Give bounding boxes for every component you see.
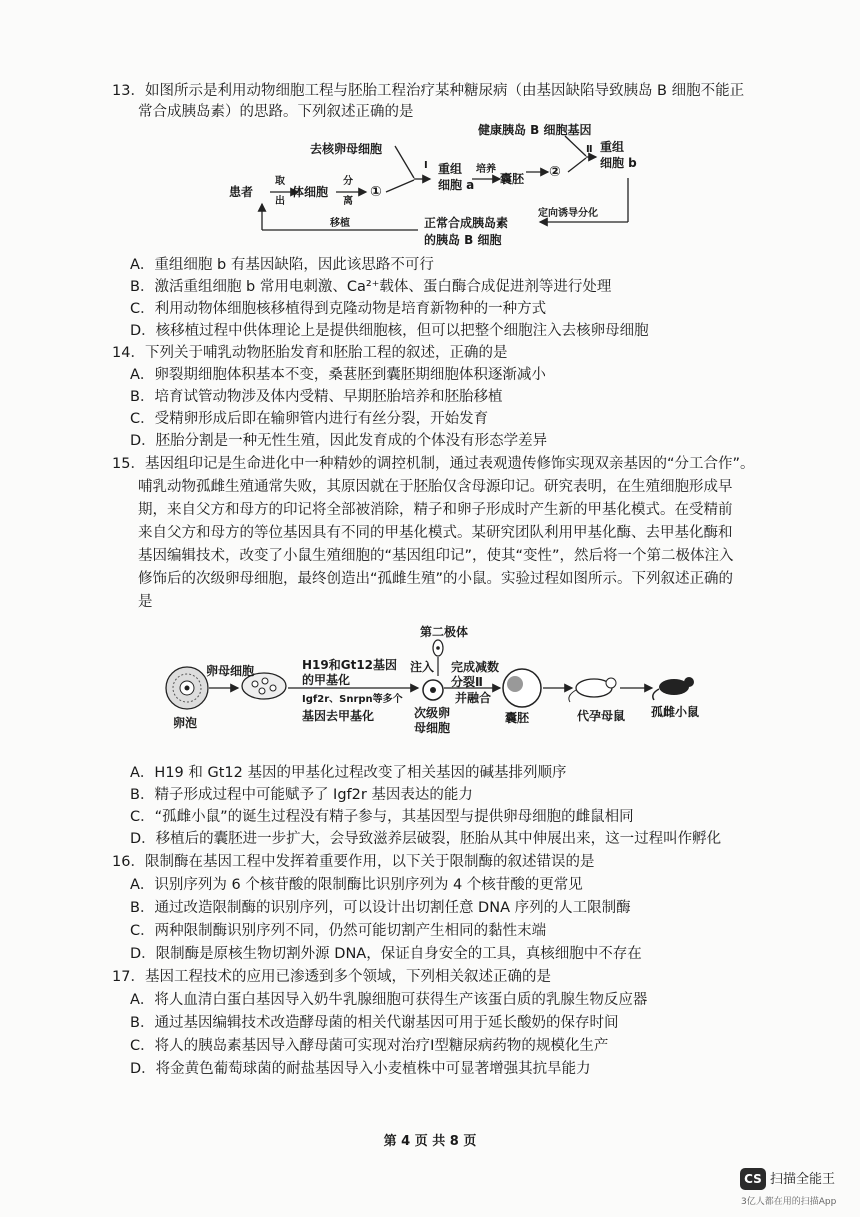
q15-oocyte-label: 卵母细胞 xyxy=(206,664,255,678)
q14-option-d: D．胚胎分割是一种无性生殖，因此发育成的个体没有形态学差异 xyxy=(130,433,548,449)
q13-culture-label: 培养 xyxy=(476,164,496,175)
q15-stem-line5: 基因编辑技术，改变了小鼠生殖细胞的“基因组印记”，使其“变性”，然后将一个第二极体注入 xyxy=(138,548,734,564)
q14-option-b: B．培育试管动物涉及体内受精、早期胚胎培养和胚胎移植 xyxy=(130,389,503,405)
q14-option-c: C．受精卵形成后即在输卵管内进行有丝分裂，开始发育 xyxy=(130,411,489,427)
q15-option-d: D．移植后的囊胚进一步扩大，会导致滋养层破裂，胚胎从其中伸展出来，这一过程叫作孵化 xyxy=(130,831,722,847)
q15-complete-label-1: 完成减数 xyxy=(451,660,500,674)
q16-option-d: D．限制酶是原核生物切割外源 DNA，保证自身安全的工具，真核细胞中不存在 xyxy=(130,946,642,962)
q15-demethylation-label-2: 基因去甲基化 xyxy=(302,709,375,723)
q15-secondary-oocyte-label-1: 次级卵 xyxy=(414,706,451,720)
camscanner-tagline: 3亿人都在用的扫描App xyxy=(741,1197,837,1207)
q15-option-a: A．H19 和 Gt12 基因的甲基化过程改变了相关基因的碱基排列顺序 xyxy=(130,765,567,781)
q13-take-label: 取 xyxy=(275,176,285,187)
q13-normal-cells-label-1: 正常合成胰岛素 xyxy=(424,216,509,230)
q13-recombinant-a-label-1: 重组 xyxy=(438,162,463,176)
q13-separate-label-1: 分 xyxy=(343,176,353,187)
q13-option-c: C．利用动物体细胞核移植得到克隆动物是培育新物种的一种方式 xyxy=(130,301,547,317)
q15-follicle-label: 卵泡 xyxy=(173,716,198,730)
q15-stem-line1: 15．基因组印记是生命进化中一种精妙的调控机制，通过表观遗传修饰实现双亲基因的“分工合作”。 xyxy=(112,456,755,472)
polar-body-icon xyxy=(433,640,443,676)
q15-option-b: B．精子形成过程中可能赋予了 Igf2r 基因表达的能力 xyxy=(130,787,473,803)
q15-stem-line4: 来自父方和母方的等位基因具有不同的甲基化模式。某研究团队利用甲基化酶、去甲基化酶和 xyxy=(138,525,733,541)
q15-complete-label-2: 分裂Ⅱ xyxy=(451,675,483,689)
q13-option-b: B．激活重组细胞 b 常用电刺激、Ca²⁺载体、蛋白酶合成促进剂等进行处理 xyxy=(130,279,612,295)
q13-step-circle2: ② xyxy=(549,164,561,180)
q15-polar-body-label: 第二极体 xyxy=(420,625,469,639)
q15-secondary-oocyte-label-2: 母细胞 xyxy=(414,721,451,735)
offspring-mouse-icon xyxy=(653,677,694,700)
blastocyst-icon xyxy=(503,669,541,707)
q16-option-c: C．两种限制酶识别序列不同，仍然可能切割产生相同的黏性末端 xyxy=(130,923,547,939)
q16-stem: 16．限制酶在基因工程中发挥着重要作用，以下关于限制酶的叙述错误的是 xyxy=(112,854,595,870)
q13-transplant-label: 移植 xyxy=(330,218,350,229)
q15-demethylation-label-1: Igf2r、Snrpn等多个 xyxy=(302,694,403,705)
q17-stem: 17．基因工程技术的应用已渗透到多个领域，下列相关叙述正确的是 xyxy=(112,969,551,985)
page-number: 第 4 页 共 8 页 xyxy=(383,1134,477,1149)
q16-option-a: A．识别序列为 6 个核苷酸的限制酶比识别序列为 4 个核苷酸的更常见 xyxy=(130,877,583,893)
q13-recombinant-b-label-2: 细胞 b xyxy=(600,156,637,170)
camscanner-logo-icon: CS xyxy=(740,1168,766,1190)
q15-stem-line2: 哺乳动物孤雌生殖通常失败，其原因就在于胚胎仅含母源印记。研究表明，在生殖细胞形成早 xyxy=(138,479,733,495)
q13-option-d: D．核移植过程中供体理论上是提供细胞核，但可以把整个细胞注入去核卵母细胞 xyxy=(130,323,649,339)
secondary-oocyte-icon xyxy=(423,680,443,700)
q14-option-a: A．卵裂期细胞体积基本不变，桑葚胚到囊胚期细胞体积逐渐减小 xyxy=(130,367,546,383)
q15-stem-line7: 是 xyxy=(138,594,153,610)
q15-inject-label: 注入 xyxy=(410,660,435,674)
q13-body-cell-label: 体细胞 xyxy=(292,185,329,199)
q14-stem: 14．下列关于哺乳动物胚胎发育和胚胎工程的叙述，正确的是 xyxy=(112,345,508,361)
q13-healthy-gene-label: 健康胰岛 B 细胞基因 xyxy=(478,123,592,137)
q13-out-label: 出 xyxy=(275,196,285,207)
q17-option-d: D．将金黄色葡萄球菌的耐盐基因导入小麦植株中可显著增强其抗旱能力 xyxy=(130,1061,591,1077)
q15-offspring-label: 孤雌小鼠 xyxy=(651,705,700,719)
surrogate-mouse-icon xyxy=(569,678,616,702)
q15-methylation-label-1: H19和Gt12基因 xyxy=(302,658,398,672)
q17-option-a: A．将人血清白蛋白基因导入奶牛乳腺细胞可获得生产该蛋白质的乳腺生物反应器 xyxy=(130,992,648,1008)
q15-fuse-label: 并融合 xyxy=(455,691,492,705)
q13-enucleated-oocyte-label: 去核卵母细胞 xyxy=(310,142,383,156)
q13-option-a: A．重组细胞 b 有基因缺陷，因此该思路不可行 xyxy=(130,257,434,273)
q13-normal-cells-label-2: 的胰岛 B 细胞 xyxy=(424,233,502,247)
q15-methylation-label-2: 的甲基化 xyxy=(302,673,351,687)
q15-stem-line3: 期，来自父方和母方的印记将全部被消除，精子和卵子形成时产生新的甲基化模式。在受精前 xyxy=(138,502,733,518)
q15-option-c: C．“孤雌小鼠”的诞生过程没有精子参与，其基因型与提供卵母细胞的雌鼠相同 xyxy=(130,809,634,825)
camscanner-name: 扫描全能王 xyxy=(770,1172,836,1187)
q13-induce-label: 定向诱导分化 xyxy=(538,208,598,219)
q13-stem-line2: 常合成胰岛素）的思路。下列叙述正确的是 xyxy=(138,104,414,120)
q13-step-circle1: ① xyxy=(370,184,382,200)
q17-option-c: C．将人的胰岛素基因导入酵母菌可实现对治疗I型糖尿病药物的规模化生产 xyxy=(130,1038,609,1054)
q13-stem-line1: 13．如图所示是利用动物细胞工程与胚胎工程治疗某种糖尿病（由基因缺陷导致胰岛 B 细胞不能正 xyxy=(112,83,745,99)
follicle-icon xyxy=(166,667,208,709)
q15-blastocyst-label: 囊胚 xyxy=(505,711,530,725)
q13-patient-label: 患者 xyxy=(229,185,254,199)
q13-step1-label: Ⅰ xyxy=(424,160,428,171)
q13-separate-label-2: 离 xyxy=(343,196,353,207)
q17-option-b: B．通过基因编辑技术改造酵母菌的相关代谢基因可用于延长酸奶的保存时间 xyxy=(130,1015,619,1031)
q16-option-b: B．通过改造限制酶的识别序列，可以设计出切割任意 DNA 序列的人工限制酶 xyxy=(130,900,631,916)
q13-step2-label: Ⅱ xyxy=(586,144,593,155)
q13-recombinant-a-label-2: 细胞 a xyxy=(438,178,475,192)
q13-blastocyst-label: 囊胚 xyxy=(500,172,525,186)
q15-surrogate-label: 代孕母鼠 xyxy=(577,709,626,723)
q15-stem-line6: 修饰后的次级卵母细胞，最终创造出“孤雌生殖”的小鼠。实验过程如图所示。下列叙述正确的 xyxy=(138,571,734,587)
q13-recombinant-b-label-1: 重组 xyxy=(600,140,625,154)
